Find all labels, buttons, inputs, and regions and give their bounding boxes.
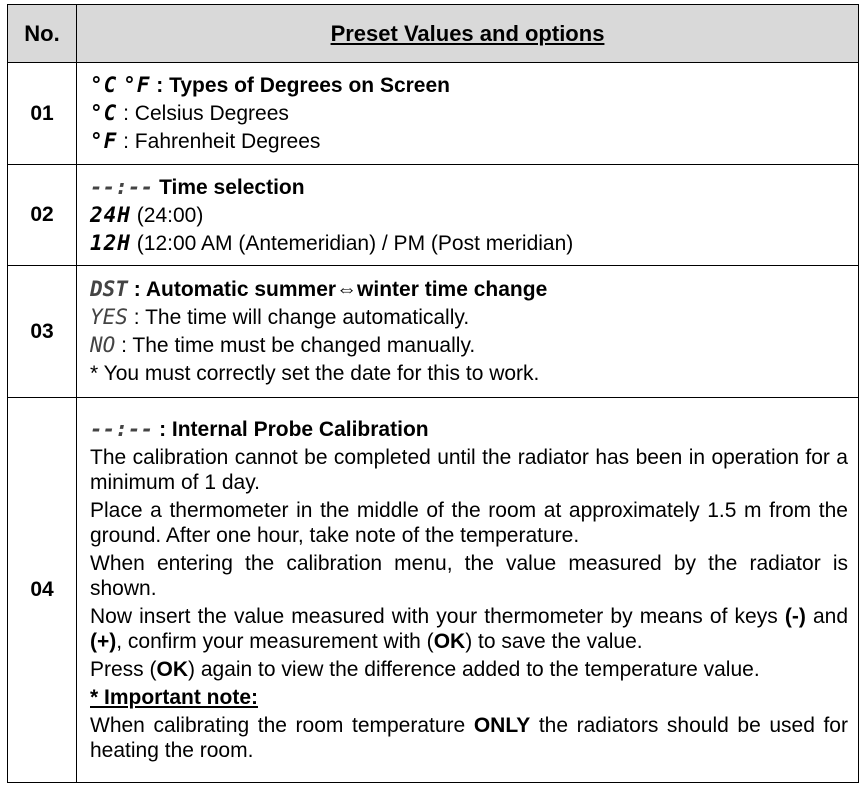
p5-text-b: ) again to view the difference added to the temperature value. xyxy=(188,658,760,681)
preset-values-table xyxy=(7,4,859,783)
table-row-03 xyxy=(8,266,859,398)
row-number-02: 02 xyxy=(8,165,77,266)
12h-lcd-icon: 12H xyxy=(90,230,131,255)
option-no-text: : The time must be changed manually. xyxy=(121,334,476,357)
calibration-paragraph-4 xyxy=(90,604,848,654)
p4-text-and: and xyxy=(805,605,848,628)
fahrenheit-lcd-icon: °F xyxy=(90,129,118,153)
calibration-paragraph-5 xyxy=(90,657,848,682)
dst-note: * You must correctly set the date for this to work. xyxy=(90,362,540,385)
row-heading-dst xyxy=(90,277,848,302)
row-number-04: 04 xyxy=(8,398,77,783)
degrees-heading-text: : Types of Degrees on Screen xyxy=(156,74,450,97)
option-12h xyxy=(90,231,848,256)
only-emphasis: ONLY xyxy=(473,714,531,737)
option-celsius-text: : Celsius Degrees xyxy=(123,102,289,125)
calibration-paragraph-3: When entering the calibration menu, the value measured by the radiator is shown. xyxy=(90,552,848,600)
table-row-04 xyxy=(8,398,859,783)
column-header-no: No. xyxy=(8,5,77,63)
row-number-01: 01 xyxy=(8,63,77,165)
option-12h-text: (12:00 AM (Antemeridian) / PM (Post meridian) xyxy=(136,231,574,255)
dst-lcd-icon: DST xyxy=(90,277,128,301)
row-heading-degrees xyxy=(90,73,848,98)
p4-text-a: Now insert the value measured with your thermometer by means of keys xyxy=(90,605,785,628)
calibration-paragraph-6 xyxy=(90,713,848,763)
plus-key-label: (+) xyxy=(90,630,117,653)
p5-text-a: Press ( xyxy=(90,658,157,681)
24h-lcd-icon: 24H xyxy=(90,202,131,227)
time-lcd-icon: --:-- xyxy=(90,174,154,199)
option-24h-text: (24:00) xyxy=(136,203,204,227)
option-fahrenheit-text: : Fahrenheit Degrees xyxy=(123,130,321,153)
no-lcd-icon: NO xyxy=(90,333,116,357)
calibration-lcd-icon: --:-- xyxy=(90,417,154,441)
time-heading-text: Time selection xyxy=(159,175,305,199)
p6-text-a: When calibrating the room temperature xyxy=(90,714,474,737)
ok-key-label: OK xyxy=(156,658,189,681)
row-number-03: 03 xyxy=(8,266,77,398)
fahrenheit-lcd-icon: °F xyxy=(123,73,151,97)
calibration-paragraph-2: Place a thermometer in the middle of the room at approximately 1.5 m from the ground. After one hour, take note of the temperature. xyxy=(90,499,848,547)
celsius-lcd-icon: °C xyxy=(90,101,118,125)
table-row-01 xyxy=(8,63,859,165)
row-content-03 xyxy=(77,266,859,398)
table-header-row xyxy=(8,5,859,63)
celsius-lcd-icon: °C xyxy=(90,73,118,97)
option-celsius xyxy=(90,101,848,126)
row-content-04 xyxy=(77,398,859,783)
row-heading-calibration xyxy=(90,417,848,442)
minus-key-label: (-) xyxy=(784,605,806,628)
row-content-01 xyxy=(77,63,859,165)
p4-text-c: ) to save the value. xyxy=(465,630,643,653)
calibration-paragraph-1: The calibration cannot be completed until the radiator has been in operation for a minimum of 1 day. xyxy=(90,446,848,494)
ok-key-label: OK xyxy=(433,630,466,653)
option-yes xyxy=(90,305,848,330)
calibration-heading-text: : Internal Probe Calibration xyxy=(159,418,429,441)
yes-lcd-icon: YES xyxy=(90,305,128,329)
option-yes-text: : The time will change automatically. xyxy=(133,306,470,329)
option-no xyxy=(90,333,848,358)
dst-heading-text: : Automatic summer⇔winter time change xyxy=(133,278,548,301)
column-header-preset-values-label: Preset Values and options xyxy=(330,20,605,46)
row-content-02 xyxy=(77,165,859,266)
option-fahrenheit xyxy=(90,129,848,154)
p4-text-b: , confirm your measurement with ( xyxy=(116,630,434,653)
p6-text-b: the radiators should be used for heating the room. xyxy=(90,714,848,762)
important-note-title: * Important note: xyxy=(90,686,258,709)
row-heading-time xyxy=(90,175,848,200)
option-24h xyxy=(90,203,848,228)
table-row-02 xyxy=(8,165,859,266)
column-header-preset-values xyxy=(77,5,859,63)
